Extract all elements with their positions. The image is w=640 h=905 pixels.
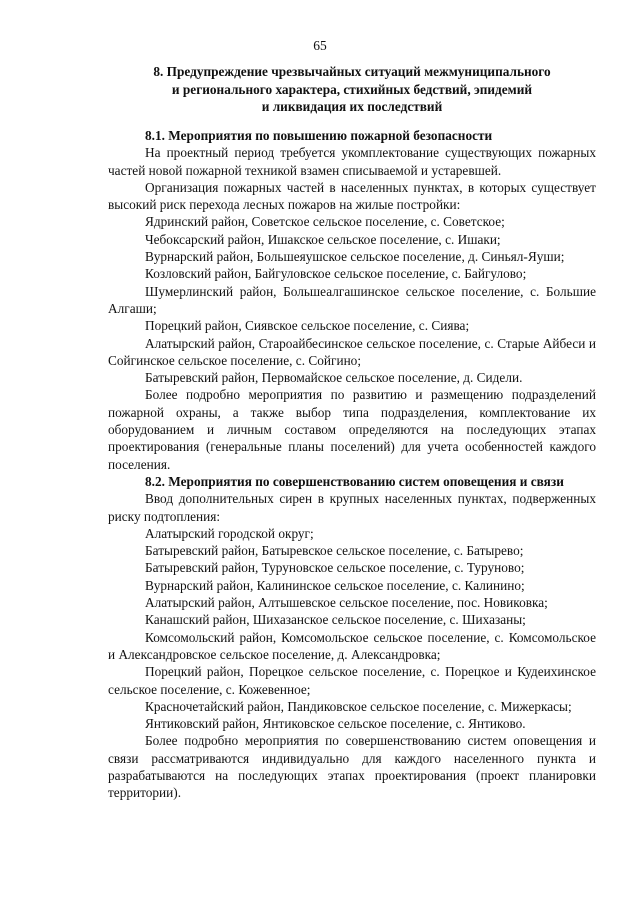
page-number: 65 bbox=[313, 38, 327, 53]
list-item: Батыревский район, Туруновское сельское поселение, с. Туруново; bbox=[145, 560, 525, 576]
list-item: Ядринский район, Советское сельское поселение, с. Советское; bbox=[145, 214, 505, 230]
paragraph: Организация пожарных частей в населенных пунктах, в которых существует высокий риск перехода лесных пожаров на жилые постройки: bbox=[108, 179, 596, 213]
list-item: Козловский район, Байгуловское сельское поселение, с. Байгулово; bbox=[145, 266, 527, 282]
paragraph: На проектный период требуется укомплектование существующих пожарных частей новой пожарной техникой взамен списываемой и устаревшей. bbox=[108, 145, 596, 178]
list-item: Янтиковский район, Янтиковское сельское поселение, с. Янтиково. bbox=[145, 716, 526, 732]
list-item: Чебоксарский район, Ишакское сельское поселение, с. Ишаки; bbox=[145, 231, 501, 247]
list-item: Порецкий район, Порецкое сельское поселение, с. Порецкое и Кудеихинское сельское поселение, с. Кожевенное; bbox=[108, 664, 596, 697]
list-item: Шумерлинский район, Большеалгашинское сельское поселение, с. Большие Алгаши; bbox=[108, 283, 596, 316]
list-item: Вурнарский район, Большеяушское сельское поселение, д. Синьял-Яуши; bbox=[145, 249, 565, 265]
paragraph: Более подробно мероприятия по развитию и размещению подразделений пожарной охраны, а также выбор типа подразделения, комплектование их оборудованием и личным составом определяются на последующих этапах проектирования (генеральные планы поселений) для учета особенностей каждого поселения. bbox=[108, 387, 596, 472]
list-item: Алатырский городской округ; bbox=[145, 525, 314, 541]
list-item: Комсомольский район, Комсомольское сельское поселение, с. Комсомольское и Александровское сельское поселение, д. Александровка; bbox=[108, 629, 596, 662]
chapter-title bbox=[112, 63, 592, 116]
list-item: Алатырский район, Староайбесинское сельское поселение, с. Старые Айбеси и Сойгинское сельское поселение, с. Сойгино; bbox=[108, 335, 596, 368]
section-heading: 8.1. Мероприятия по повышению пожарной безопасности bbox=[145, 128, 493, 143]
list-item: Вурнарский район, Калининское сельское поселение, с. Калинино; bbox=[145, 577, 525, 593]
list-item: Батыревский район, Батыревское сельское поселение, с. Батырево; bbox=[145, 543, 524, 559]
list-item: Алатырский район, Алтышевское сельское поселение, пос. Новиковка; bbox=[145, 595, 548, 611]
list-item: Красночетайский район, Пандиковское сельское поселение, с. Мижеркасы; bbox=[145, 698, 572, 714]
list-item: Порецкий район, Сиявское сельское поселение, с. Сиява; bbox=[145, 318, 470, 334]
paragraph: Более подробно мероприятия по совершенствованию систем оповещения и связи рассматриваются индивидуально для каждого населенного пункта и разрабатываются на последующих этапах проектирования (проект планировки территории). bbox=[108, 733, 596, 801]
section-fire-safety bbox=[108, 127, 596, 473]
chapter-title-line: и регионального характера, стихийных бедствий, эпидемий bbox=[171, 81, 533, 97]
chapter-title-line: и ликвидация их последствий bbox=[261, 99, 443, 114]
section-heading: 8.2. Мероприятия по совершенствованию систем оповещения и связи bbox=[145, 474, 564, 489]
paragraph: Ввод дополнительных сирен в крупных населенных пунктах, подверженных риску подтопления: bbox=[108, 491, 596, 524]
list-item: Батыревский район, Первомайское сельское поселение, д. Сидели. bbox=[145, 370, 523, 386]
chapter-title-line: 8. Предупреждение чрезвычайных ситуаций межмуниципального bbox=[153, 64, 551, 79]
list-item: Канашский район, Шихазанское сельское поселение, с. Шихазаны; bbox=[145, 612, 526, 628]
section-warning-systems bbox=[108, 473, 596, 802]
